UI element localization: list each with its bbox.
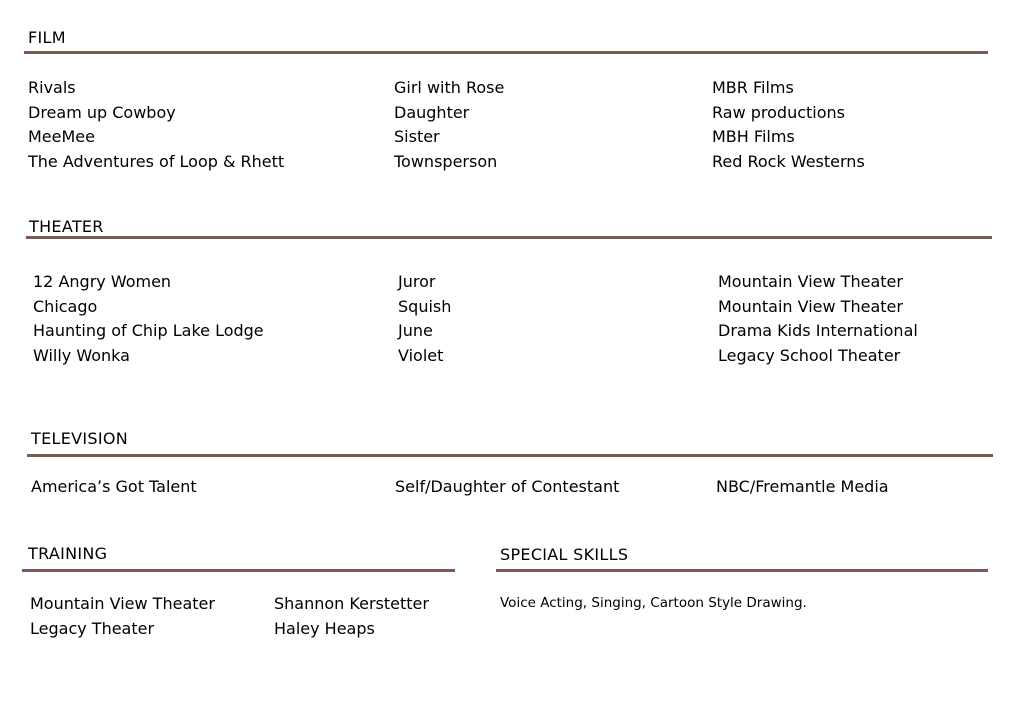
theater-title: Haunting of Chip Lake Lodge bbox=[33, 321, 264, 340]
theater-role: Violet bbox=[398, 345, 444, 365]
film-role: Daughter bbox=[394, 102, 470, 122]
television-companies-column bbox=[716, 475, 889, 500]
theater-company: Mountain View Theater bbox=[718, 272, 903, 291]
theater-roles-column bbox=[398, 270, 451, 368]
theater-company: Legacy School Theater bbox=[718, 345, 901, 365]
training-teacher: Shannon Kerstetter bbox=[274, 594, 429, 613]
film-title: MeeMee bbox=[28, 127, 95, 146]
training-teacher: Haley Heaps bbox=[274, 618, 375, 638]
training-teachers-column bbox=[274, 592, 429, 641]
theater-titles-column bbox=[33, 270, 264, 368]
special-skills-text: Voice Acting, Singing, Cartoon Style Drawing. bbox=[500, 595, 807, 611]
television-divider bbox=[27, 454, 993, 457]
film-company: Red Rock Westerns bbox=[712, 151, 865, 171]
training-heading: TRAINING bbox=[28, 544, 108, 563]
theater-companies-column bbox=[718, 270, 918, 368]
film-titles-column bbox=[28, 76, 284, 174]
special-skills-divider bbox=[496, 569, 988, 572]
film-divider bbox=[24, 51, 988, 54]
film-title: The Adventures of Loop & Rhett bbox=[28, 151, 285, 171]
television-heading: TELEVISION bbox=[31, 429, 129, 448]
theater-company: Drama Kids International bbox=[718, 321, 918, 340]
training-divider bbox=[22, 569, 455, 572]
theater-title: 12 Angry Women bbox=[33, 272, 172, 291]
theater-role: Juror bbox=[398, 272, 436, 291]
television-title: America’s Got Talent bbox=[31, 477, 197, 496]
film-role: Sister bbox=[394, 127, 440, 146]
film-role: Girl with Rose bbox=[394, 78, 505, 97]
television-role: Self/Daughter of Contestant bbox=[395, 477, 620, 496]
television-company: NBC/Fremantle Media bbox=[716, 477, 889, 496]
television-roles-column bbox=[395, 475, 619, 500]
theater-title: Willy Wonka bbox=[33, 345, 130, 365]
training-place: Mountain View Theater bbox=[30, 594, 215, 613]
training-places-column bbox=[30, 592, 215, 641]
theater-title: Chicago bbox=[33, 296, 98, 316]
television-titles-column bbox=[31, 475, 197, 500]
film-heading: FILM bbox=[28, 28, 66, 47]
film-roles-column bbox=[394, 76, 504, 174]
theater-role: Squish bbox=[398, 296, 452, 316]
theater-company: Mountain View Theater bbox=[718, 296, 903, 316]
film-title: Rivals bbox=[28, 78, 76, 97]
theater-heading: THEATER bbox=[29, 217, 104, 236]
theater-divider bbox=[26, 236, 992, 239]
film-companies-column bbox=[712, 76, 865, 174]
training-place: Legacy Theater bbox=[30, 618, 155, 638]
special-skills-heading: SPECIAL SKILLS bbox=[500, 545, 629, 564]
film-company: Raw productions bbox=[712, 102, 845, 122]
film-role: Townsperson bbox=[394, 151, 498, 171]
theater-role: June bbox=[398, 321, 433, 340]
film-title: Dream up Cowboy bbox=[28, 102, 176, 122]
film-company: MBH Films bbox=[712, 127, 795, 146]
film-company: MBR Films bbox=[712, 78, 794, 97]
